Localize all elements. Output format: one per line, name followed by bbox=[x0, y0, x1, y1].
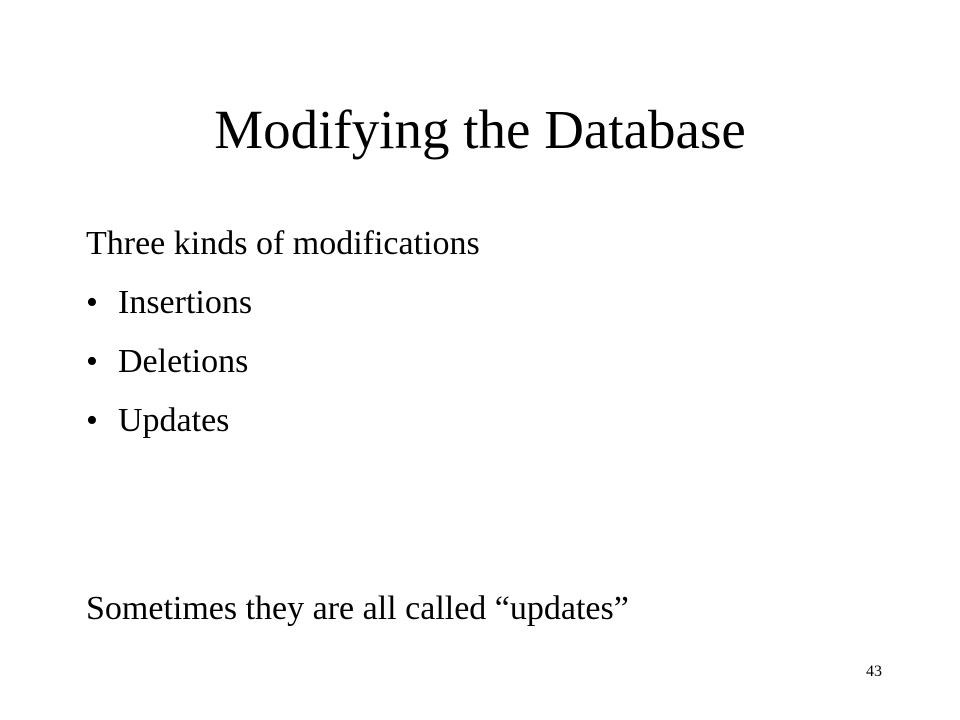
closing-text: Sometimes they are all called “updates” bbox=[86, 590, 629, 627]
bullet-item-deletions bbox=[86, 340, 252, 399]
intro-text: Three kinds of modifications bbox=[86, 225, 480, 262]
bullet-marker: • bbox=[86, 402, 98, 439]
bullet-list bbox=[86, 281, 252, 458]
page-number: 43 bbox=[866, 663, 882, 680]
bullet-item-updates bbox=[86, 399, 252, 458]
bullet-marker: • bbox=[86, 343, 98, 380]
bullet-item-insertions bbox=[86, 281, 252, 340]
bullet-text: Updates bbox=[118, 402, 230, 439]
bullet-text: Deletions bbox=[118, 343, 249, 380]
bullet-marker: • bbox=[86, 284, 98, 321]
slide-title: Modifying the Database bbox=[214, 99, 746, 160]
bullet-text: Insertions bbox=[118, 284, 253, 321]
